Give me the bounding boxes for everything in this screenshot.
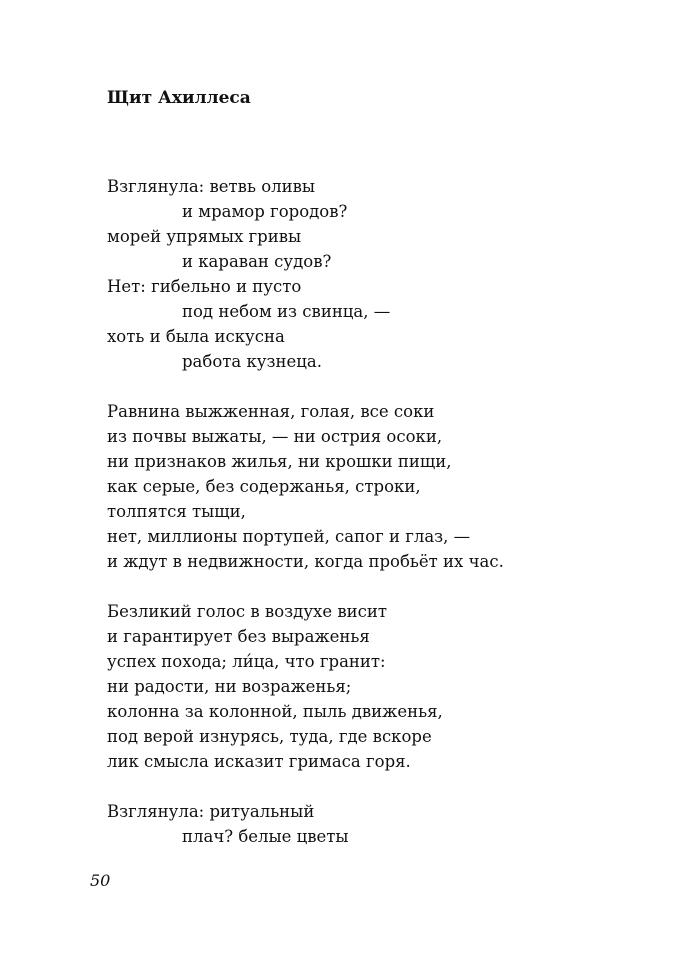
- poem-line: Нет: гибельно и пусто: [107, 277, 302, 296]
- stanza: [107, 174, 627, 374]
- poem-line: колонна за колонной, пыль движенья,: [107, 702, 443, 721]
- poem-line: толпятся тыщи,: [107, 502, 246, 521]
- poem-line: под небом из свинца, —: [182, 302, 391, 321]
- poem-line: и мрамор городов?: [182, 202, 348, 221]
- poem-line: как серые, без содержанья, строки,: [107, 477, 421, 496]
- poem-line: Безликий голос в воздухе висит: [107, 602, 387, 621]
- poem-line: и гарантирует без выраженья: [107, 627, 370, 646]
- poem-body: [107, 174, 627, 874]
- poem-line: работа кузнеца.: [182, 352, 322, 371]
- stanza: [107, 399, 627, 574]
- poem-line: Взглянула: ритуальный: [107, 802, 315, 821]
- poem-line: под верой изнурясь, туда, где вскоре: [107, 727, 432, 746]
- poem-line: из почвы выжаты, — ни острия осоки,: [107, 427, 443, 446]
- poem-line: плач? белые цветы: [182, 827, 349, 846]
- poem-line: ни признаков жилья, ни крошки пищи,: [107, 452, 452, 471]
- poem-line: и караван судов?: [182, 252, 332, 271]
- poem-line: и ждут в недвижности, когда пробьёт их час.: [107, 552, 504, 571]
- page-number: 50: [90, 871, 111, 890]
- poem-line: хоть и была искусна: [107, 327, 285, 346]
- poem-line: ни радости, ни возраженья;: [107, 677, 352, 696]
- poem-line: успех похода; ли́ца, что гранит:: [107, 652, 386, 671]
- poem-line: морей упрямых гривы: [107, 227, 302, 246]
- stanza: [107, 799, 627, 849]
- stanza: [107, 599, 627, 774]
- poem-line: Равнина выжженная, голая, все соки: [107, 402, 435, 421]
- poem-line: лик смысла исказит гримаса горя.: [107, 752, 411, 771]
- poem-line: нет, миллионы портупей, сапог и глаз, —: [107, 527, 471, 546]
- poem-line: Взглянула: ветвь оливы: [107, 177, 316, 196]
- poem-title: Щит Ахиллеса: [107, 88, 251, 108]
